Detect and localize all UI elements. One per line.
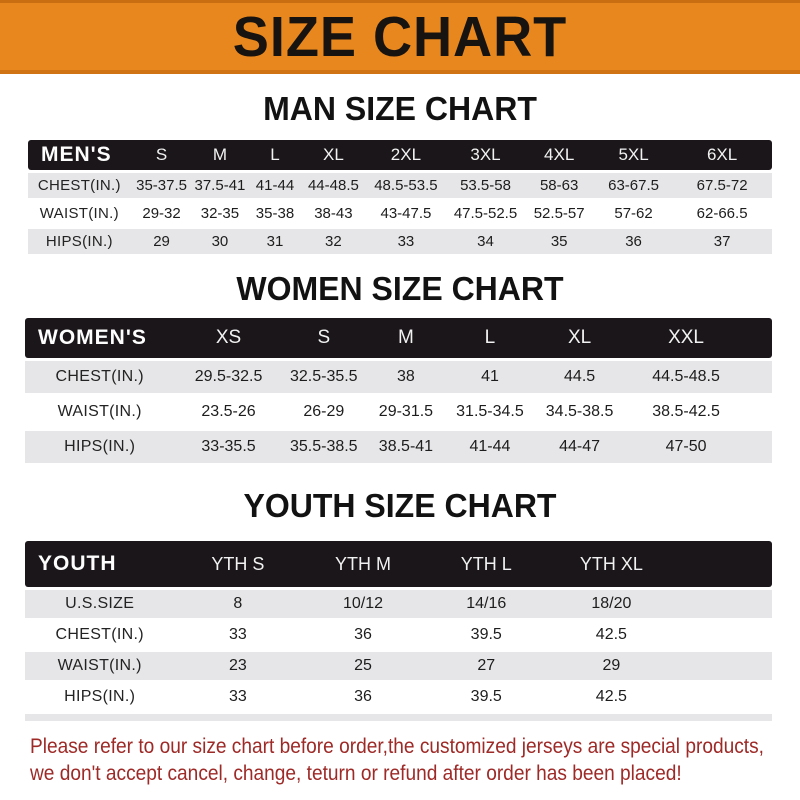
size-value-cell: 29	[602, 657, 621, 674]
size-value-cell: 43-47.5	[380, 205, 432, 222]
table-row	[25, 683, 772, 711]
size-column-header: YTH S	[211, 553, 265, 574]
size-value-cell: 30	[211, 233, 229, 250]
measure-row-label: WAIST(IN.)	[39, 205, 119, 222]
size-value-cell: 10/12	[342, 595, 384, 612]
youth-size-section	[0, 487, 800, 721]
size-column-header: S	[155, 145, 168, 164]
size-column-header: XXL	[668, 327, 704, 348]
size-value-cell: 62-66.5	[696, 205, 748, 222]
measure-row-label: HIPS(IN.)	[64, 688, 136, 705]
size-column-header: XL	[322, 145, 344, 164]
size-value-cell: 23.5-26	[201, 403, 256, 420]
size-value-cell: 29.5-32.5	[194, 368, 263, 385]
size-value-cell: 33	[397, 233, 415, 250]
size-value-cell: 36	[354, 626, 372, 643]
size-value-cell: 32.5-35.5	[289, 368, 358, 385]
table-row	[28, 173, 772, 198]
size-value-cell: 41-44	[469, 438, 511, 455]
size-column-header: YTH L	[460, 553, 512, 574]
size-value-cell: 44-47	[559, 438, 601, 455]
table-corner-label: WOMEN'S	[38, 326, 147, 349]
disclaimer-line-1: Please refer to our size chart before order,the customized jerseys are special products,	[30, 735, 764, 758]
size-value-cell: 57-62	[614, 205, 653, 222]
size-column-header: 3XL	[470, 145, 501, 164]
youth-table-body	[25, 590, 772, 711]
size-column-header: YTH M	[335, 553, 391, 574]
size-value-cell: 29-31.5	[378, 403, 434, 420]
size-column-header: L	[270, 145, 280, 164]
size-column-header: M	[398, 327, 414, 348]
size-value-cell: 34.5-38.5	[545, 403, 614, 420]
size-value-cell: 29	[153, 233, 170, 250]
youth-table-bottom-strip	[25, 714, 772, 721]
table-corner-label: MEN'S	[41, 143, 112, 166]
size-value-cell: 35-37.5	[136, 177, 187, 194]
man-table-body	[28, 173, 772, 254]
size-value-cell: 23	[228, 657, 247, 674]
size-value-cell: 35.5-38.5	[289, 438, 358, 455]
size-value-cell: 37.5-41	[194, 177, 246, 194]
women-table-header-row	[25, 318, 772, 358]
measure-row-label: CHEST(IN.)	[55, 368, 144, 385]
size-value-cell: 25	[354, 657, 372, 674]
women-table-body	[25, 361, 772, 463]
table-row	[25, 590, 772, 618]
youth-table-header-row	[25, 541, 772, 587]
size-column-header: 2XL	[390, 145, 422, 164]
size-chart-banner	[0, 0, 800, 74]
table-row	[25, 431, 772, 463]
size-value-cell: 8	[233, 595, 243, 612]
man-size-section	[0, 90, 800, 254]
youth-size-heading: YOUTH SIZE CHART	[243, 487, 557, 524]
man-size-table	[28, 140, 772, 254]
table-corner-label: YOUTH	[38, 552, 117, 575]
table-row	[25, 361, 772, 393]
table-row	[25, 652, 772, 680]
size-column-header: 5XL	[618, 145, 649, 164]
size-column-header: L	[484, 327, 496, 348]
size-value-cell: 58-63	[539, 177, 579, 194]
size-value-cell: 52.5-57	[533, 205, 585, 222]
size-value-cell: 42.5	[595, 626, 627, 643]
size-value-cell: 38.5-41	[378, 438, 434, 455]
size-value-cell: 38.5-42.5	[652, 403, 720, 420]
women-size-table	[25, 318, 772, 463]
size-value-cell: 44-48.5	[307, 177, 359, 194]
measure-row-label: HIPS(IN.)	[45, 233, 113, 250]
size-column-header: XL	[567, 327, 592, 348]
size-value-cell: 35-38	[255, 205, 295, 222]
size-column-header: 4XL	[544, 145, 575, 164]
table-row	[25, 621, 772, 649]
size-column-header: 6XL	[706, 145, 738, 164]
size-value-cell: 31	[266, 233, 284, 250]
size-column-header: M	[212, 145, 228, 164]
size-value-cell: 37	[713, 233, 731, 250]
measure-row-label: CHEST(IN.)	[37, 177, 121, 194]
size-value-cell: 41-44	[255, 177, 295, 194]
size-value-cell: 39.5	[470, 626, 502, 643]
measure-row-label: CHEST(IN.)	[55, 626, 144, 643]
measure-row-label: WAIST(IN.)	[57, 403, 142, 420]
size-value-cell: 48.5-53.5	[374, 177, 438, 194]
table-row	[28, 201, 772, 226]
size-value-cell: 18/20	[591, 595, 632, 612]
size-value-cell: 44.5-48.5	[652, 368, 720, 385]
size-value-cell: 32	[325, 233, 342, 250]
size-value-cell: 31.5-34.5	[456, 403, 524, 420]
size-value-cell: 38	[397, 368, 415, 385]
size-value-cell: 26-29	[303, 403, 345, 420]
size-value-cell: 32-35	[200, 205, 240, 222]
size-value-cell: 63-67.5	[608, 177, 659, 194]
page-title: SIZE CHART	[232, 4, 568, 69]
order-disclaimer	[30, 733, 764, 787]
size-value-cell: 33-35.5	[201, 438, 256, 455]
man-table-header-row	[28, 140, 772, 170]
women-size-section	[0, 270, 800, 463]
size-value-cell: 67.5-72	[696, 177, 748, 194]
size-value-cell: 14/16	[466, 595, 507, 612]
youth-size-table	[25, 541, 772, 721]
size-column-header: S	[317, 327, 331, 348]
size-value-cell: 42.5	[595, 688, 627, 705]
measure-row-label: WAIST(IN.)	[57, 657, 142, 674]
size-value-cell: 53.5-58	[460, 177, 511, 194]
size-column-header: YTH XL	[579, 553, 643, 574]
size-value-cell: 47-50	[665, 438, 707, 455]
table-row	[28, 229, 772, 254]
measure-row-label: U.S.SIZE	[65, 595, 135, 612]
table-row	[25, 396, 772, 428]
size-value-cell: 47.5-52.5	[453, 205, 518, 222]
size-column-header: XS	[215, 327, 242, 348]
size-value-cell: 34	[477, 233, 494, 250]
size-value-cell: 41	[481, 368, 499, 385]
measure-row-label: HIPS(IN.)	[64, 438, 136, 455]
size-value-cell: 38-43	[314, 205, 353, 222]
man-size-heading: MAN SIZE CHART	[263, 90, 537, 127]
size-value-cell: 44.5	[564, 368, 596, 385]
size-value-cell: 33	[228, 688, 247, 705]
size-value-cell: 39.5	[470, 688, 502, 705]
size-value-cell: 35	[550, 233, 568, 250]
size-value-cell: 33	[228, 626, 247, 643]
size-value-cell: 36	[625, 233, 642, 250]
size-value-cell: 27	[477, 657, 496, 674]
size-value-cell: 36	[354, 688, 372, 705]
women-size-heading: WOMEN SIZE CHART	[236, 270, 564, 307]
size-value-cell: 29-32	[142, 205, 181, 222]
disclaimer-line-2: we don't accept cancel, change, teturn or refund after order has been placed!	[30, 762, 682, 785]
